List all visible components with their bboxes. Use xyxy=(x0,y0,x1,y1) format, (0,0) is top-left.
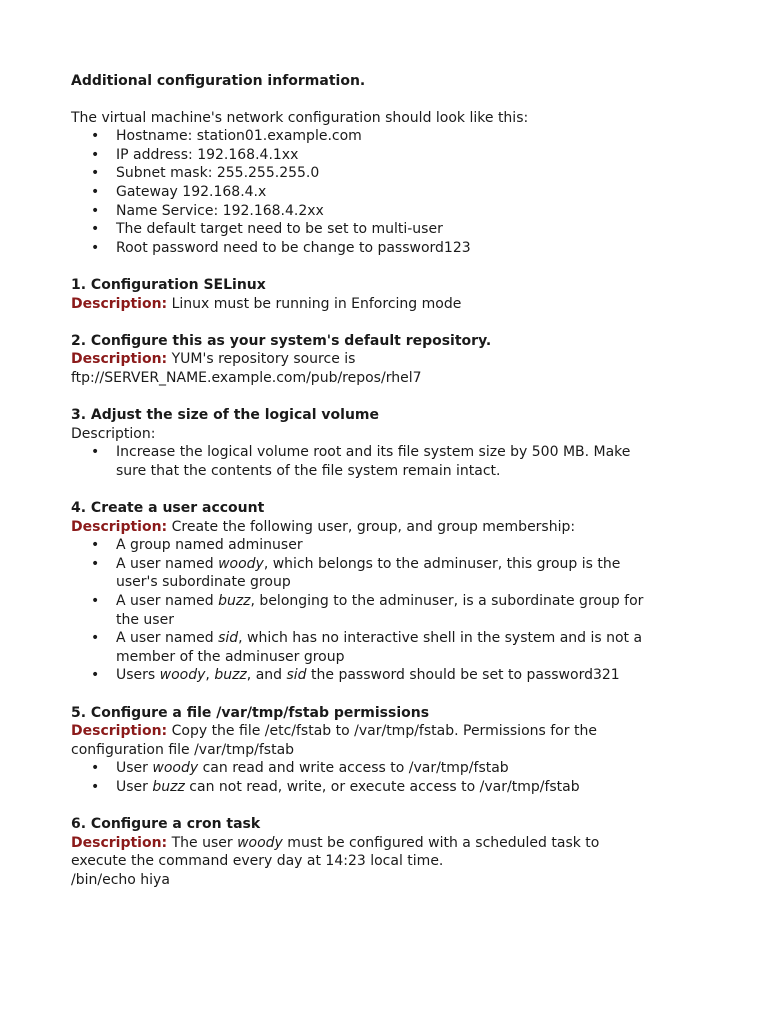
text-run: A user named xyxy=(116,593,219,610)
username-sid: sid xyxy=(286,667,307,684)
list-item: • The default target need to be set to multi-user xyxy=(71,220,711,239)
section-5-list xyxy=(71,759,711,796)
list-item xyxy=(71,443,711,480)
text-run: The user xyxy=(171,834,238,851)
intro-title: Additional configuration information. xyxy=(71,73,366,89)
text-run: Users xyxy=(116,667,160,684)
text-run: can read and write access to /var/tmp/fstab xyxy=(198,760,509,777)
list-item-line: Increase the logical volume root and its file system size by 500 MB. Make xyxy=(116,444,631,461)
list-item: • Name Service: 192.168.4.2xx xyxy=(71,202,711,221)
section-6-description xyxy=(71,834,711,853)
text-run: can not read, write, or execute access to /var/tmp/fstab xyxy=(184,778,580,795)
list-item: • Gateway 192.168.4.x xyxy=(71,183,711,202)
section-4-description xyxy=(71,518,711,537)
section-1-title: 1. Configuration SELinux xyxy=(71,276,266,293)
section-3-list xyxy=(71,443,711,480)
section-3-title: 3. Adjust the size of the logical volume xyxy=(71,407,379,424)
list-item xyxy=(71,629,711,666)
section-5-description xyxy=(71,722,711,741)
description-label: Description: xyxy=(71,295,168,312)
username-woody: woody xyxy=(237,834,283,851)
description-continuation: configuration file /var/tmp/fstab xyxy=(71,741,295,758)
repository-url: ftp://SERVER_NAME.example.com/pub/repos/rhel7 xyxy=(71,369,422,386)
description-continuation: execute the command every day at 14:23 local time. xyxy=(71,853,444,870)
text-run: , which has no interactive shell in the system and is not a xyxy=(238,630,643,647)
list-item: • Hostname: station01.example.com xyxy=(71,127,711,146)
network-config-list xyxy=(71,127,711,257)
list-item xyxy=(71,555,711,592)
text-run: must be configured with a scheduled task to xyxy=(282,834,600,851)
page-content xyxy=(71,72,711,890)
text-run: , which belongs to the adminuser, this group is the xyxy=(263,555,621,572)
username-sid: sid xyxy=(218,630,239,647)
list-item xyxy=(71,666,711,685)
text-run: the password should be set to password321 xyxy=(306,667,620,684)
description-label: Description: xyxy=(71,834,168,851)
username-buzz: buzz xyxy=(214,667,247,684)
section-6-title: 6. Configure a cron task xyxy=(71,816,261,833)
list-item xyxy=(71,778,711,797)
description-label: Description: xyxy=(71,723,168,740)
text-run: User xyxy=(116,760,153,777)
text-run: A user named xyxy=(116,630,219,647)
username-woody: woody xyxy=(152,760,199,777)
list-item xyxy=(71,759,711,778)
text-run: , belonging to the adminuser, is a subordinate group for xyxy=(250,593,644,610)
description-text: Copy the file /etc/fstab to /var/tmp/fstab. Permissions for the xyxy=(171,723,597,740)
list-item xyxy=(71,592,711,629)
section-1-description xyxy=(71,295,711,314)
text-run: , xyxy=(205,667,215,684)
list-item-line: sure that the contents of the file system remain intact. xyxy=(116,462,501,479)
list-item: • A group named adminuser xyxy=(71,536,711,555)
list-item: • Subnet mask: 255.255.255.0 xyxy=(71,164,711,183)
text-run: , and xyxy=(246,667,287,684)
list-item: • IP address: 192.168.4.1xx xyxy=(71,146,711,165)
text-run: member of the adminuser group xyxy=(116,648,345,665)
section-4-list xyxy=(71,536,711,685)
intro-lead: The virtual machine's network configuration should look like this: xyxy=(71,109,529,126)
section-5-title: 5. Configure a file /var/tmp/fstab permissions xyxy=(71,704,430,721)
text-run: user's subordinate group xyxy=(116,574,291,591)
cron-command: /bin/echo hiya xyxy=(71,871,170,888)
username-woody: woody xyxy=(218,555,264,572)
text-run: User xyxy=(116,778,153,795)
description-text: YUM's repository source is xyxy=(171,351,356,368)
description-text: Create the following user, group, and group membership: xyxy=(171,518,576,535)
text-run: A user named xyxy=(116,555,219,572)
description-text: Linux must be running in Enforcing mode xyxy=(171,295,462,312)
section-2-description xyxy=(71,350,711,369)
username-buzz: buzz xyxy=(218,593,251,610)
description-label: Description: xyxy=(71,351,168,368)
section-2-title: 2. Configure this as your system's default repository. xyxy=(71,332,492,349)
text-run: the user xyxy=(116,611,174,628)
list-item: • Root password need to be change to password123 xyxy=(71,239,711,258)
section-4-title: 4. Create a user account xyxy=(71,500,265,517)
username-buzz: buzz xyxy=(152,778,185,795)
username-woody: woody xyxy=(159,667,206,684)
description-label: Description: xyxy=(71,425,156,442)
description-label: Description: xyxy=(71,518,168,535)
